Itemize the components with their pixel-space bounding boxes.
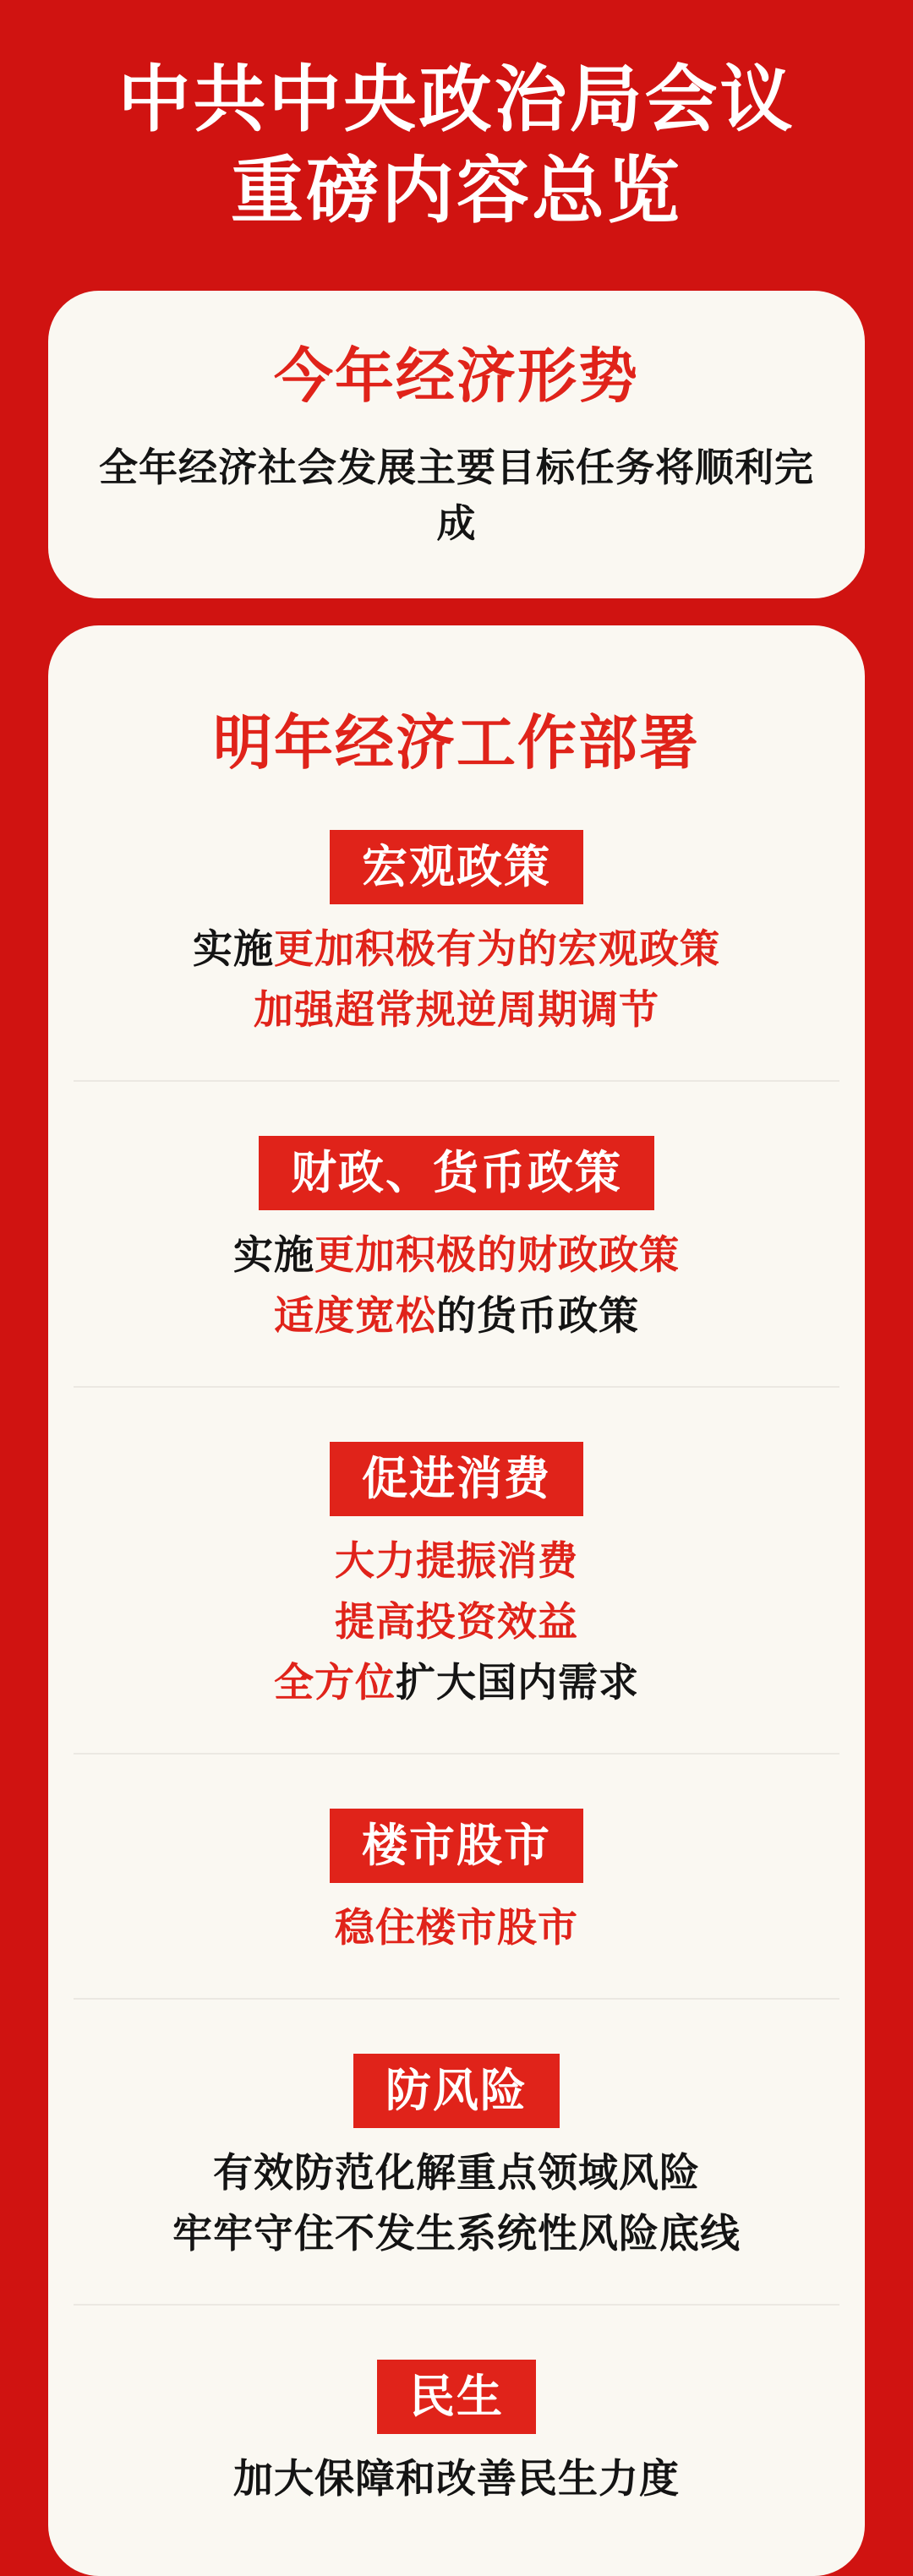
section-line [254, 980, 659, 1041]
line-segment: 适度宽松 [274, 1293, 436, 1340]
line-segment: 实施 [193, 926, 274, 973]
section-divider [74, 1080, 839, 1082]
plan-card [48, 625, 865, 2576]
section-divider [74, 1753, 839, 1755]
line-segment: 牢牢守住不发生系统性风险底线 [172, 2211, 741, 2257]
plan-card-title: 明年经济工作部署 [213, 707, 700, 778]
section-livelihood [74, 2360, 839, 2510]
line-segment: 全方位 [274, 1660, 396, 1706]
section-line [233, 2449, 680, 2510]
section-badge-fiscal-monetary-policy: 财政、货币政策 [259, 1136, 654, 1210]
line-segment: 加强超常规逆周期调节 [254, 987, 659, 1034]
line-segment: 更加积极有为的宏观政策 [274, 926, 720, 973]
section-line [335, 1531, 578, 1592]
section-divider [74, 1386, 839, 1388]
line-segment: 更加积极的财政政策 [314, 1232, 680, 1279]
page-header [0, 0, 913, 237]
section-badge-livelihood: 民生 [377, 2360, 536, 2434]
section-line [193, 920, 720, 980]
overview-card [48, 291, 865, 598]
section-divider [74, 1998, 839, 2000]
section-line [335, 1592, 578, 1653]
section-divider [74, 2304, 839, 2306]
section-line [274, 1286, 639, 1347]
line-segment: 实施 [233, 1232, 314, 1279]
section-risk-prevention [74, 2054, 839, 2265]
section-badge-macro-policy: 宏观政策 [330, 830, 583, 904]
line-segment: 加大保障和改善民生力度 [233, 2456, 680, 2502]
line-segment: 稳住楼市股市 [335, 1905, 578, 1951]
section-promote-consumption [74, 1442, 839, 1714]
line-segment: 有效防范化解重点领域风险 [213, 2150, 700, 2197]
line-segment: 大力提振消费 [335, 1538, 578, 1585]
line-segment: 扩大国内需求 [396, 1660, 639, 1706]
page-title-line-1: 中共中央政治局会议 [118, 57, 795, 142]
section-fiscal-monetary-policy [74, 1136, 839, 1347]
line-segment: 的货币政策 [436, 1293, 639, 1340]
overview-card-title: 今年经济形势 [274, 341, 639, 411]
section-line [274, 1653, 639, 1714]
section-line [213, 2143, 700, 2204]
line-segment: 提高投资效益 [335, 1599, 578, 1645]
plan-sections [74, 830, 839, 2510]
section-property-stock-market [74, 1809, 839, 1959]
page-title-line-2: 重磅内容总览 [231, 148, 682, 233]
section-badge-property-stock-market: 楼市股市 [330, 1809, 583, 1883]
section-line [172, 2204, 741, 2265]
section-line [335, 1898, 578, 1959]
section-macro-policy [74, 830, 839, 1041]
section-badge-promote-consumption: 促进消费 [330, 1442, 583, 1516]
section-badge-risk-prevention: 防风险 [353, 2054, 560, 2128]
section-line [233, 1225, 680, 1286]
overview-card-body: 全年经济社会发展主要目标任务将顺利完成 [99, 445, 814, 546]
